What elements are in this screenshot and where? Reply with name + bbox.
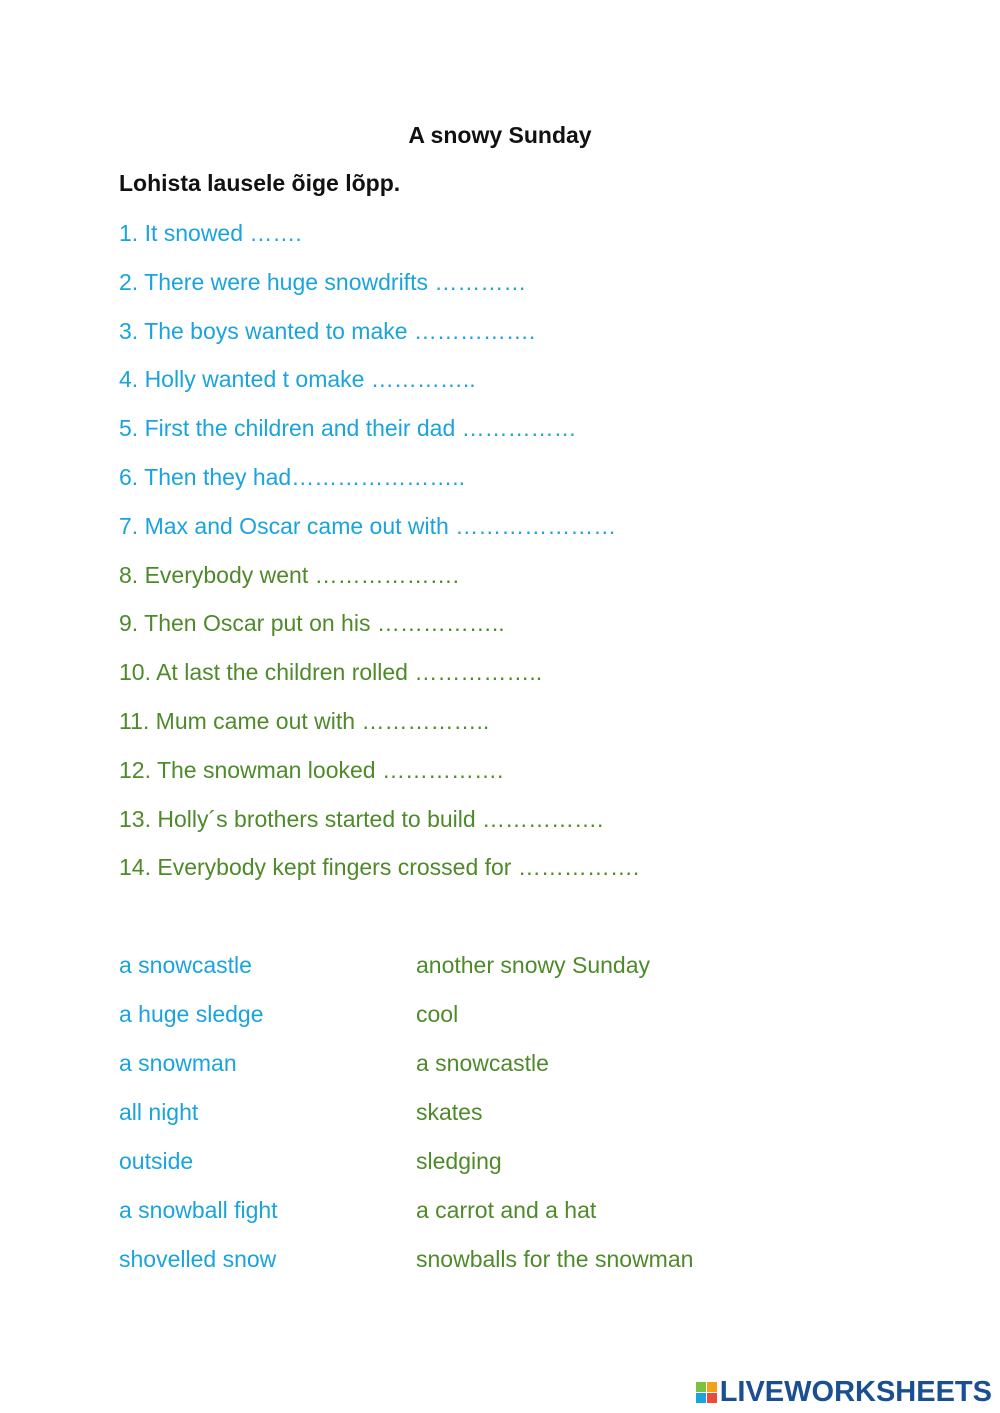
answer-option[interactable]: shovelled snow (119, 1246, 277, 1272)
answer-row (119, 1244, 819, 1293)
answer-option[interactable]: another snowy Sunday (416, 952, 650, 978)
answer-option[interactable]: a snowman (119, 1050, 237, 1076)
sentence-item: 7. Max and Oscar came out with ………………… (119, 512, 617, 539)
logo-square (696, 1382, 706, 1392)
sentence-item: 6. Then they had………………….. (119, 463, 465, 490)
answer-option[interactable]: cool (416, 1001, 459, 1027)
answer-row (119, 950, 819, 999)
answer-row (119, 1195, 819, 1244)
sentence-item: 3. The boys wanted to make ……………. (119, 317, 536, 344)
sentence-item: 14. Everybody kept fingers crossed for ……………. (119, 854, 640, 881)
worksheet-title: A snowy Sunday (408, 122, 592, 148)
answer-bank (119, 950, 819, 1293)
logo-square (696, 1393, 706, 1403)
answer-option[interactable]: a huge sledge (119, 1001, 264, 1027)
logo-square (707, 1382, 717, 1392)
sentence-item: 13. Holly´s brothers started to build ……………. (119, 805, 604, 832)
answer-row (119, 999, 819, 1048)
answer-row (119, 1097, 819, 1146)
answer-option[interactable]: a snowcastle (416, 1050, 549, 1076)
answer-option[interactable]: a snowcastle (119, 952, 252, 978)
liveworksheets-logo-icon (696, 1382, 717, 1403)
liveworksheets-logo (696, 1377, 992, 1407)
logo-square (707, 1393, 717, 1403)
sentence-item: 10. At last the children rolled …………….. (119, 659, 543, 686)
sentence-item: 9. Then Oscar put on his …………….. (119, 610, 505, 637)
sentence-item: 12. The snowman looked ……………. (119, 756, 504, 783)
answer-row (119, 1048, 819, 1097)
sentence-item: 11. Mum came out with …………….. (119, 707, 490, 734)
logo-text: LIVEWORKSHEETS (719, 1375, 992, 1408)
answer-option[interactable]: sledging (416, 1148, 502, 1174)
instruction-text: Lohista lausele õige lõpp. (119, 170, 401, 196)
answer-option[interactable]: a snowball fight (119, 1197, 278, 1223)
sentence-list (119, 218, 639, 901)
sentence-item: 4. Holly wanted t omake ………….. (119, 366, 476, 393)
sentence-item: 8. Everybody went ………………. (119, 561, 459, 588)
answer-option[interactable]: a carrot and a hat (416, 1197, 597, 1223)
sentence-item: 1. It snowed ……. (119, 220, 302, 246)
answer-row (119, 1146, 819, 1195)
sentence-item: 5. First the children and their dad …………… (119, 415, 577, 442)
answer-option[interactable]: snowballs for the snowman (416, 1246, 694, 1272)
answer-option[interactable]: all night (119, 1099, 199, 1125)
answer-option[interactable]: skates (416, 1099, 483, 1125)
sentence-item: 2. There were huge snowdrifts ………… (119, 268, 527, 295)
answer-option[interactable]: outside (119, 1148, 194, 1174)
